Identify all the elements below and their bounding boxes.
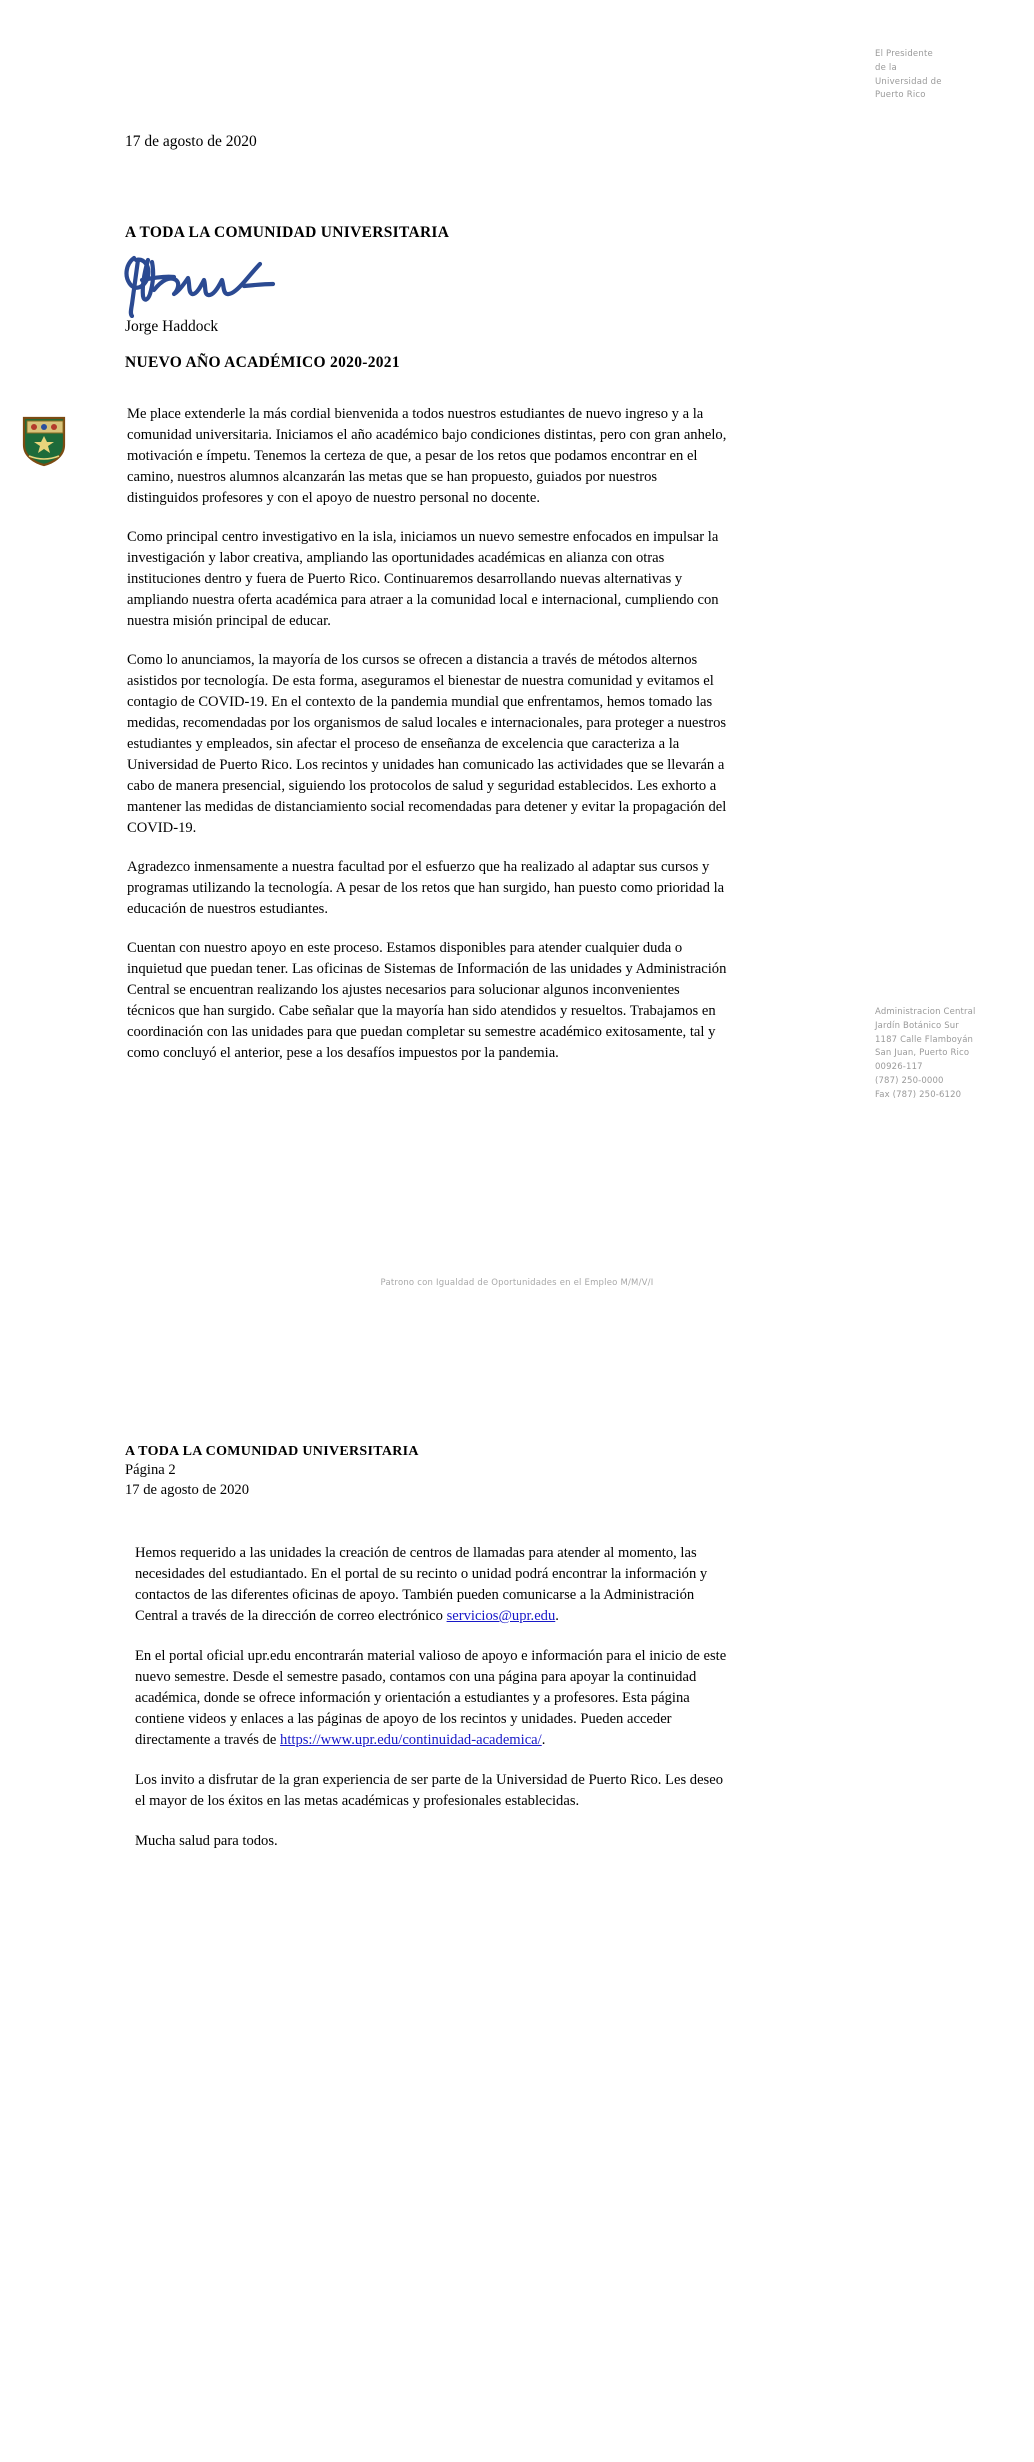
body-paragraph: Mucha salud para todos. <box>135 1833 278 1849</box>
signer-name: Jorge Haddock <box>125 318 219 335</box>
signature-image <box>118 250 378 318</box>
address-line: 1187 Calle Flamboyán <box>875 1034 974 1045</box>
paragraph-text: . <box>555 1608 559 1624</box>
letterhead-line-2: de la <box>875 62 897 73</box>
body-paragraph: Me place extenderle la más cordial bienvenida a todos nuestros estudiantes de nuevo ingreso y a la comunidad universitaria. Iniciamos el año académico bajo condiciones distintas, pero con gran anhelo, motivación e ímpetu. Tenemos la certeza de que, a pesar de los retos que podamos encontrar en el camino, nuestros alumnos alcanzarán las metas que se han propuesto, guiados por nuestros distinguidos profesores y con el apoyo de nuestro personal no docente. <box>127 406 727 506</box>
letterhead-line-4: Puerto Rico <box>875 90 926 101</box>
body-paragraph: Agradezco inmensamente a nuestra facultad por el esfuerzo que ha realizado al adaptar sus cursos y programas utilizando la tecnología. A pesar de los retos que han surgido, han puesto como prioridad la educación de nuestros estudiantes. <box>127 859 725 917</box>
page-2-number: Página 2 <box>125 1462 176 1479</box>
paragraph-text: Hemos requerido a las unidades la creación de centros de llamadas para atender al momento, las necesidades del estudiantado. En el portal de su recinto o unidad podrá encontrar la información y contactos de las diferentes oficinas de apoyo. También pueden comunicarse a la Administración Central a través de la dirección de correo electrónico <box>135 1545 708 1624</box>
letterhead-block <box>875 48 1015 103</box>
upr-seal-icon <box>22 415 66 467</box>
fax-line: Fax (787) 250-6120 <box>875 1089 962 1100</box>
letter-page-2 <box>0 1345 1034 2462</box>
body-paragraph <box>135 1646 735 1751</box>
body-paragraph: Los invito a disfrutar de la gran experiencia de ser parte de la Universidad de Puerto Rico. Les deseo el mayor de los éxitos en las metas académicas y profesionales establecidas. <box>135 1772 723 1809</box>
body-paragraph: Cuentan con nuestro apoyo en este proceso. Estamos disponibles para atender cualquier duda o inquietud que puedan tener. Las oficinas de Sistemas de Información de las unidades y Administración Central se encuentran realizando los ajustes necesarios para solucionar algunos inconvenientes técnicos que han surgido. Cabe señalar que la mayoría han sido atendidos y resueltos. Trabajamos en coordinación con las unidades para que puedan completar su semestre académico exitosamente, tal y como concluyó el anterior, pese a los desafíos impuestos por la pandemia. <box>127 940 727 1061</box>
paragraph-text: En el portal oficial upr.edu encontrarán material valioso de apoyo e información para el inicio de este nuevo semestre. Desde el semestre pasado, contamos con una página para apoyar la continuidad académica, donde se ofrece información y orientación a estudiantes y a profesores. Esta página contiene videos y enlaces a las páginas de apoyo de los recintos y unidades. Pueden acceder directamente a través de <box>135 1648 727 1748</box>
continuidad-academica-link[interactable]: https://www.upr.edu/continuidad-academica/ <box>280 1732 542 1748</box>
body-paragraph <box>135 1543 735 1627</box>
letterhead-line-3: Universidad de <box>875 76 942 87</box>
letter-subject: NUEVO AÑO ACADÉMICO 2020-2021 <box>125 354 400 371</box>
address-line: Administracion Central <box>875 1007 976 1017</box>
body-paragraph: Como principal centro investigativo en la isla, iniciamos un nuevo semestre enfocados en impulsar la investigación y labor creativa, ampliando las oportunidades académicas en alianza con otras instituciones dentro y fuera de Puerto Rico. Continuaremos desarrollando nuevas alternativas y ampliando nuestra oferta académica para atraer a la comunidad local e internacional, cumpliendo con nuestra misión principal de educar. <box>127 529 719 629</box>
address-line: Jardín Botánico Sur <box>875 1020 959 1031</box>
page-2-header <box>125 1443 419 1500</box>
page-2-date: 17 de agosto de 2020 <box>125 1481 250 1498</box>
phone-line: (787) 250-0000 <box>875 1075 944 1086</box>
body-paragraph: Como lo anunciamos, la mayoría de los cursos se ofrecen a distancia a través de métodos alternos asistidos por tecnología. De esta forma, aseguramos el bienestar de nuestra comunidad y evitamos el contagio de COVID-19. En el contexto de la pandemia mundial que enfrentamos, hemos tomado las medidas, recomendadas por los organismos de salud locales e internacionales, para proteger a nuestros estudiantes y empleados, sin afectar el proceso de enseñanza de excelencia que caracteriza a la Universidad de Puerto Rico. Los recintos y unidades han comunicado las actividades que se llevarán a cabo de manera presencial, siguiendo los protocolos de salud y seguridad establecidos. Les exhorto a mantener las medidas de distanciamiento social recomendadas para detener y evitar la propagación del COVID-19. <box>127 652 727 836</box>
address-block <box>875 1006 1025 1102</box>
letterhead-line-1: El Presidente <box>875 49 933 59</box>
letter-body-page-1 <box>127 404 727 1064</box>
address-line: San Juan, Puerto Rico <box>875 1048 970 1059</box>
letter-body-page-2 <box>135 1543 735 1852</box>
email-link[interactable]: servicios@upr.edu <box>446 1608 556 1624</box>
letter-salutation: A TODA LA COMUNIDAD UNIVERSITARIA <box>125 224 450 241</box>
equal-opportunity-tagline: Patrono con Igualdad de Oportunidades en el Empleo M/M/V/I <box>380 1278 654 1288</box>
paragraph-text: . <box>541 1732 546 1748</box>
letter-date: 17 de agosto de 2020 <box>125 133 257 150</box>
address-line: 00926-117 <box>875 1062 923 1073</box>
page-2-title: A TODA LA COMUNIDAD UNIVERSITARIA <box>125 1444 419 1459</box>
